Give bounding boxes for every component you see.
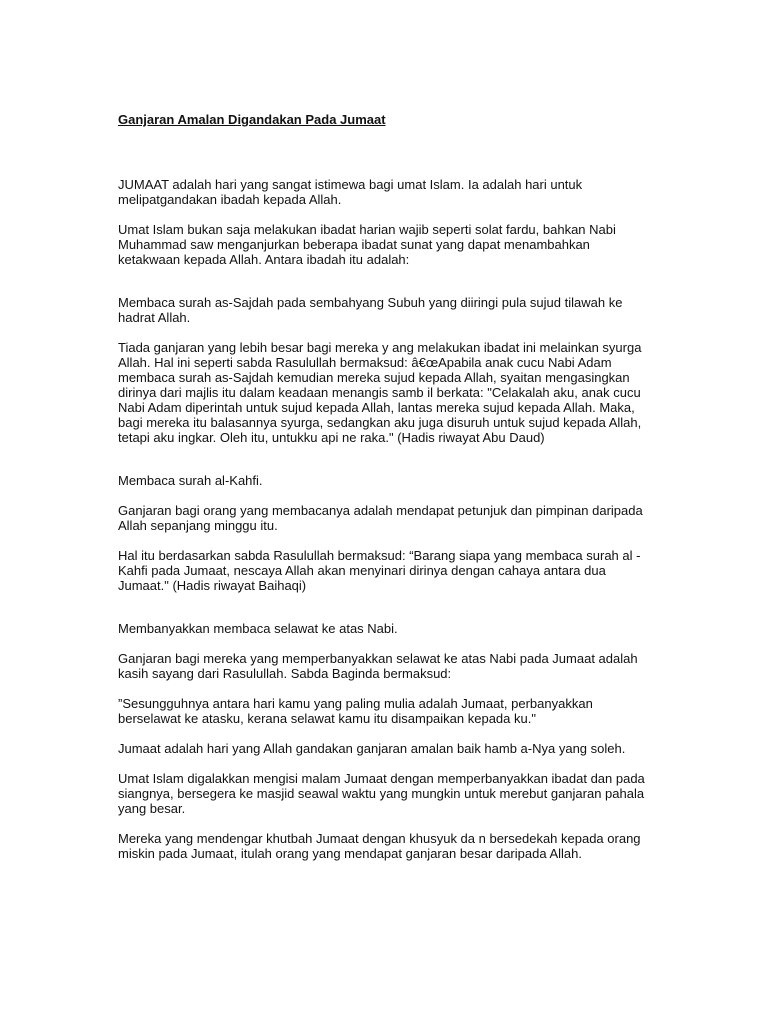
paragraph-selawat-heading: Membanyakkan membaca selawat ke atas Nabi. bbox=[118, 621, 398, 636]
paragraph-kahfi-hadis: Hal itu berdasarkan sabda Rasulullah bermaksud: “Barang siapa yang membaca surah al - Kahfi pada Jumaat, nescaya Allah akan menyinari dirinya dengan cahaya antara dua Jumaat." (Hadis riwayat Baihaqi) bbox=[118, 548, 641, 593]
paragraph-selawat-reward: Ganjaran bagi mereka yang memperbanyakkan selawat ke atas Nabi pada Jumaat adalah kasih sayang dari Rasulullah. Sabda Baginda bermaksud: bbox=[118, 651, 638, 681]
paragraph-kahfi-heading: Membaca surah al-Kahfi. bbox=[118, 473, 263, 488]
paragraph-kahfi-reward: Ganjaran bagi orang yang membacanya adalah mendapat petunjuk dan pimpinan daripada Allah sepanjang minggu itu. bbox=[118, 503, 643, 533]
paragraph-selawat-hadis: ”Sesungguhnya antara hari kamu yang paling mulia adalah Jumaat, perbanyakkan berselawat ke atasku, kerana selawat kamu itu disampaikan kepada ku." bbox=[118, 696, 593, 726]
paragraph-jumaat-amalan: Jumaat adalah hari yang Allah gandakan ganjaran amalan baik hamb a-Nya yang soleh. bbox=[118, 741, 626, 756]
paragraph-sajdah-hadis: Tiada ganjaran yang lebih besar bagi mereka y ang melakukan ibadat ini melainkan syurga Allah. Hal ini seperti sabda Rasulullah bermaksud: â€œApabila anak cucu Nabi Adam membaca surah as-Sajdah kemudian mereka sujud kepada Allah, syaitan mengasingkan dirinya dari majlis itu dalam keadaan menangis samb il berkata: "Celakalah aku, anak cucu Nabi Adam diperintah untuk sujud kepada Allah, lantas mereka sujud kepada Allah. Maka, bagi mereka itu balasannya syurga, sedangkan aku juga disuruh untuk sujud kepada Allah, tetapi aku ingkar. Oleh itu, untukku api ne raka." (Hadis riwayat Abu Daud) bbox=[118, 340, 642, 445]
paragraph-khutbah: Mereka yang mendengar khutbah Jumaat dengan khusyuk da n bersedekah kepada orang miskin pada Jumaat, itulah orang yang mendapat ganjaran besar daripada Allah. bbox=[118, 831, 641, 861]
paragraph-ibadat: Umat Islam bukan saja melakukan ibadat harian wajib seperti solat fardu, bahkan Nabi Muhammad saw menganjurkan beberapa ibadat sunat yang dapat menambahkan ketakwaan kepada Allah. Antara ibadah itu adalah: bbox=[118, 222, 616, 267]
paragraph-intro: JUMAAT adalah hari yang sangat istimewa bagi umat Islam. Ia adalah hari untuk melipatgandakan ibadah kepada Allah. bbox=[118, 177, 583, 207]
document-page bbox=[118, 112, 648, 861]
document-title: Ganjaran Amalan Digandakan Pada Jumaat bbox=[118, 112, 386, 127]
paragraph-sajdah-heading: Membaca surah as-Sajdah pada sembahyang Subuh yang diiringi pula sujud tilawah ke hadrat Allah. bbox=[118, 295, 623, 325]
paragraph-malam-jumaat: Umat Islam digalakkan mengisi malam Jumaat dengan memperbanyakkan ibadat dan pada siangnya, bersegera ke masjid seawal waktu yang mungkin untuk merebut ganjaran pahala yang besar. bbox=[118, 771, 645, 816]
